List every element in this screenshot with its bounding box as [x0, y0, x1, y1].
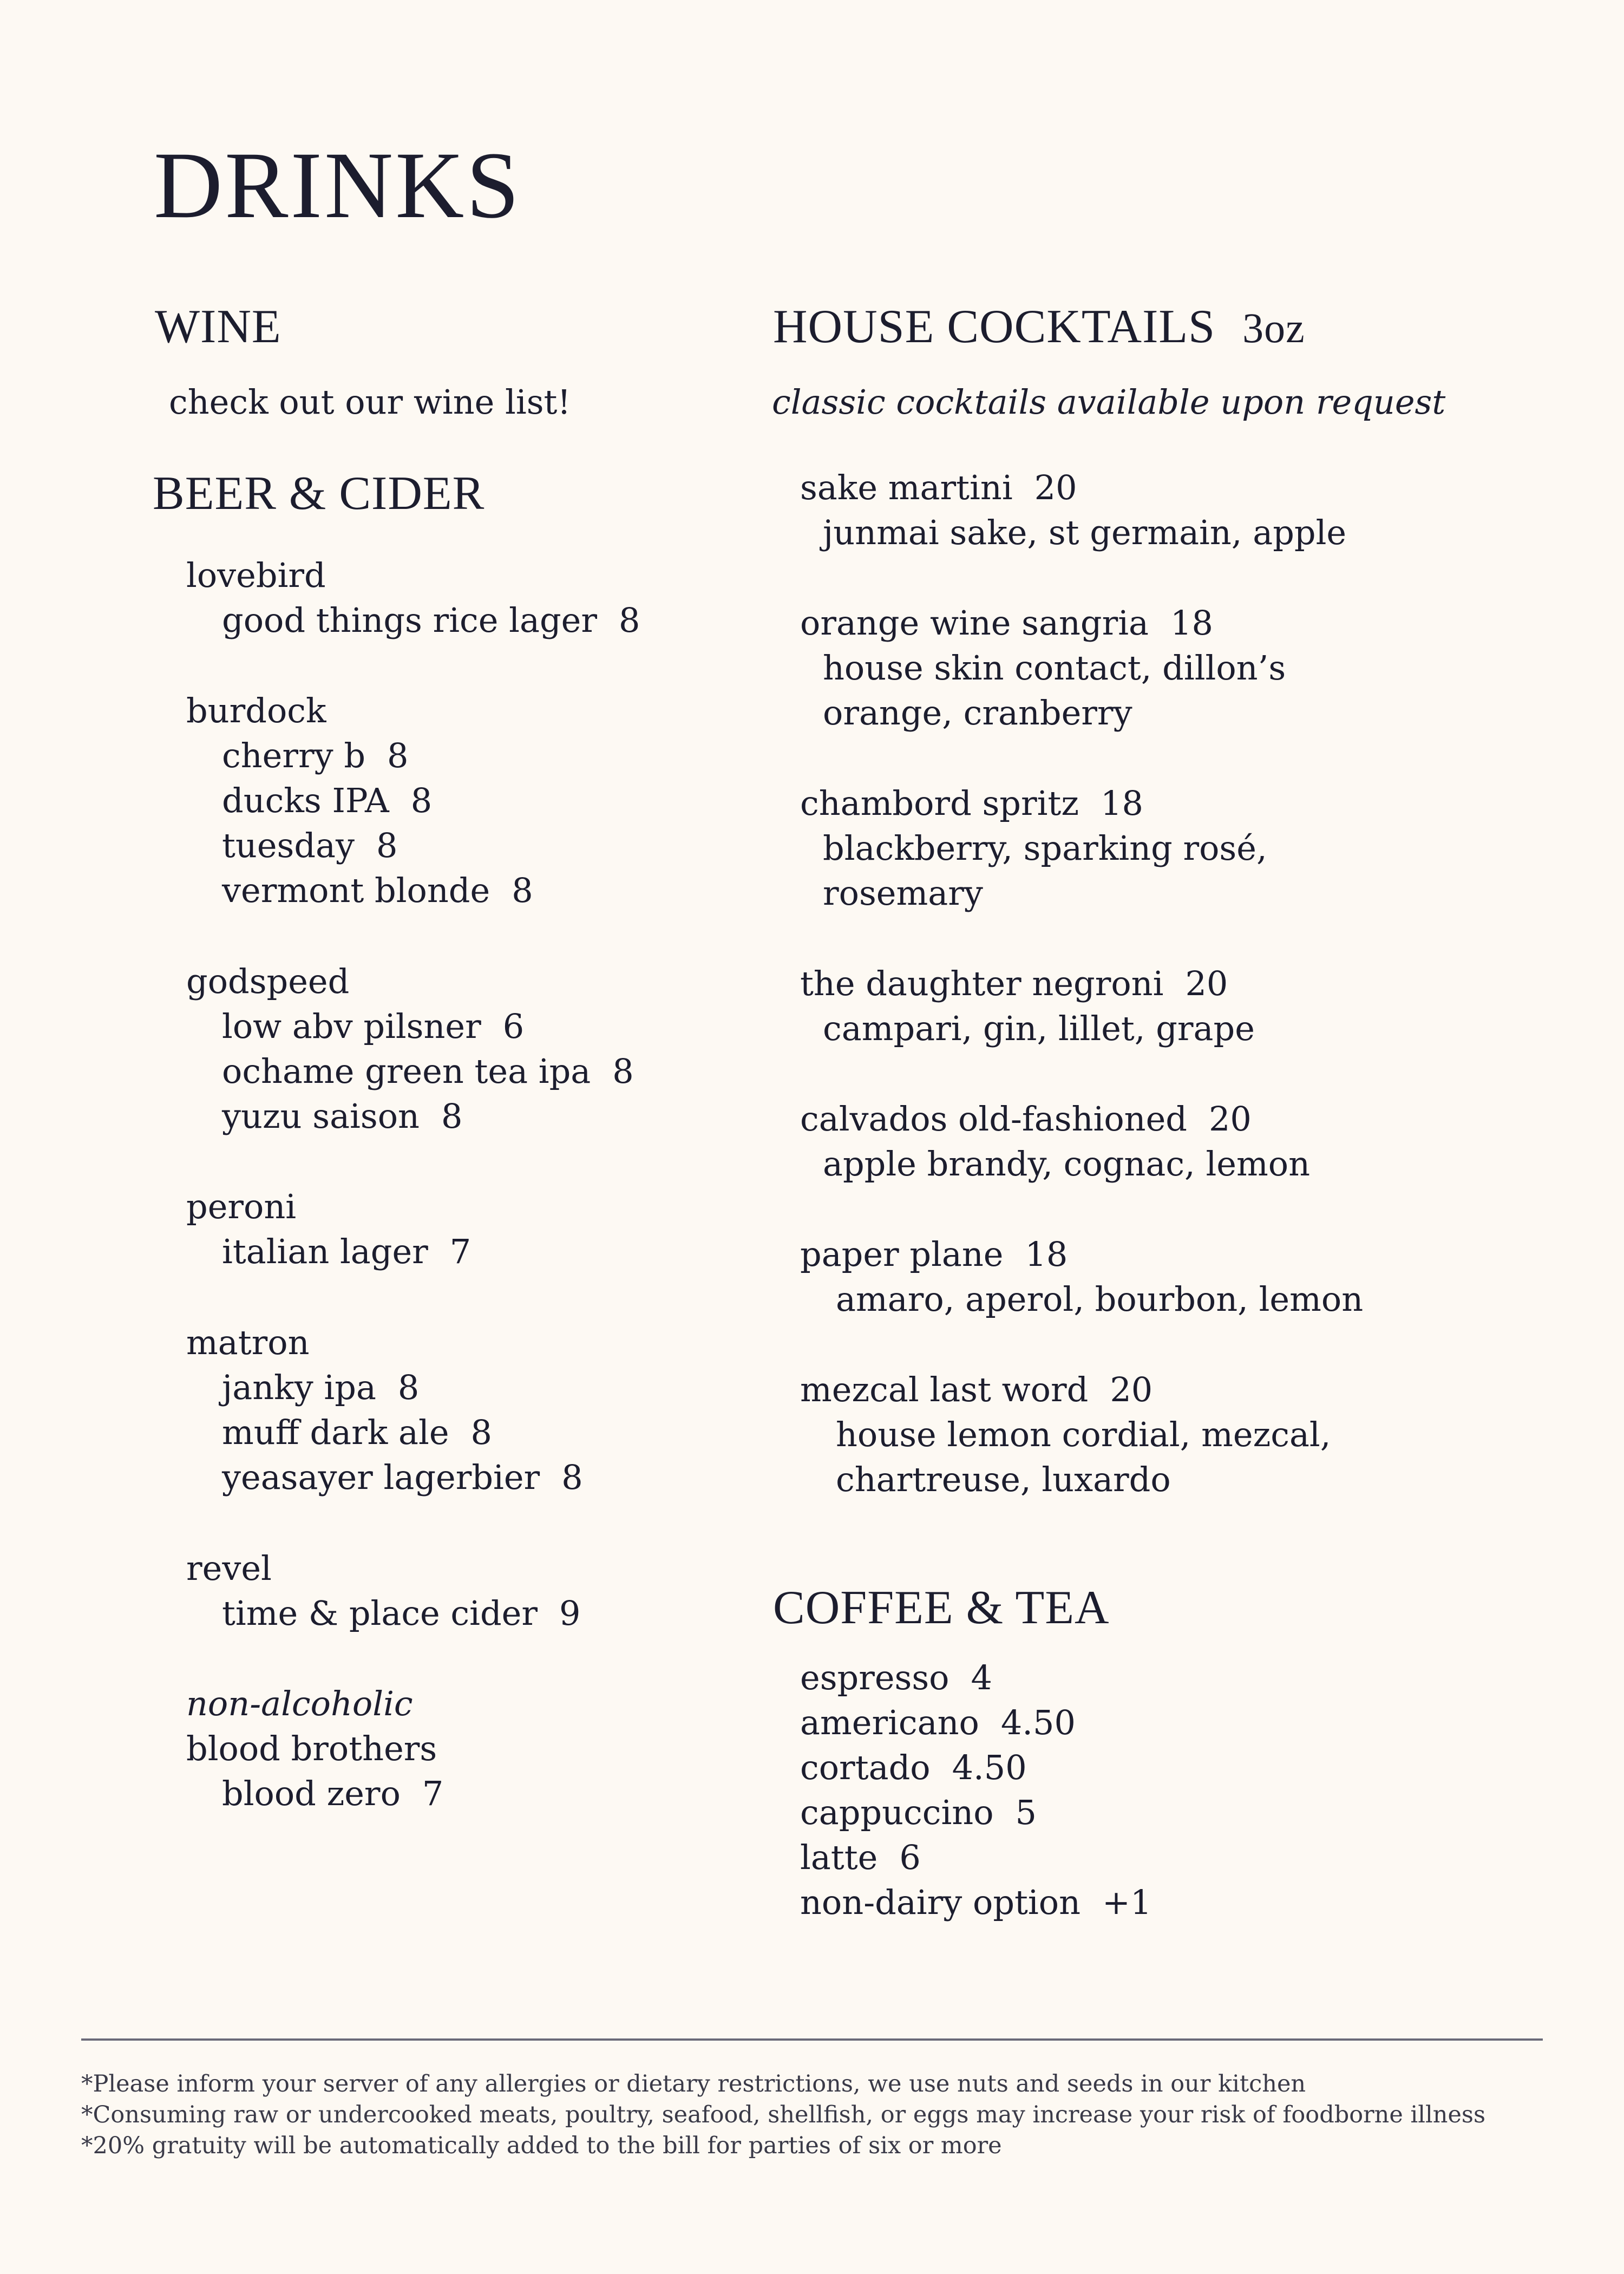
brewery-blood-brothers: blood brothers [186, 1729, 437, 1768]
cocktail-item [800, 1234, 1068, 1274]
beer-item-name: yeasayer lagerbier [222, 1458, 540, 1497]
beer-item [222, 1007, 525, 1046]
beer-item [222, 1593, 581, 1633]
coffee-item [800, 1793, 1037, 1832]
cocktail-name: chambord spritz [800, 783, 1079, 823]
house-cocktails-title: HOUSE COCKTAILS [773, 300, 1216, 353]
cocktail-name: paper plane [800, 1234, 1004, 1274]
brewery-matron: matron [186, 1323, 310, 1362]
beer-item [222, 1413, 492, 1452]
beer-item-name: ducks IPA [222, 781, 389, 820]
coffee-tea-heading: COFFEE & TEA [773, 1582, 1110, 1634]
cocktail-price: 18 [1025, 1234, 1068, 1274]
beer-item-price: 8 [618, 600, 640, 640]
beer-item-name: tuesday [222, 826, 355, 865]
beer-item-name: blood zero [222, 1774, 401, 1813]
beer-item-name: yuzu saison [222, 1096, 420, 1136]
beer-item-name: janky ipa [222, 1368, 376, 1407]
beer-item-price: 8 [376, 826, 398, 865]
beer-item [222, 871, 533, 910]
coffee-item [800, 1658, 992, 1697]
coffee-item [800, 1748, 1027, 1787]
beer-item [222, 1051, 634, 1091]
coffee-item-price: 5 [1015, 1793, 1037, 1832]
cocktail-item [800, 1099, 1252, 1139]
cocktails-note: classic cocktails available upon request [772, 382, 1446, 422]
cocktail-name: orange wine sangria [800, 603, 1149, 643]
beer-item [222, 1096, 463, 1136]
cocktail-description: chartreuse, luxardo [836, 1460, 1171, 1499]
cocktail-description: rosemary [823, 873, 983, 913]
cocktail-item [800, 783, 1143, 823]
cocktail-price: 18 [1170, 603, 1213, 643]
cocktail-description: house skin contact, dillon’s [823, 648, 1286, 688]
beer-item-name: vermont blonde [222, 871, 490, 910]
cocktail-item [800, 964, 1228, 1003]
beer-item [222, 1774, 444, 1813]
beer-item-price: 8 [410, 781, 433, 820]
cocktail-description: junmai sake, st germain, apple [823, 513, 1347, 552]
cocktail-name: calvados old-fashioned [800, 1099, 1187, 1139]
footnote-gratuity: *20% gratuity will be automatically added to the bill for parties of six or more [81, 2132, 1002, 2159]
coffee-item-name: non-dairy option [800, 1883, 1081, 1922]
wine-note: check out our wine list! [169, 382, 571, 422]
cocktail-description: apple brandy, cognac, lemon [823, 1144, 1311, 1184]
cocktail-price: 20 [1110, 1370, 1153, 1409]
cocktail-price: 20 [1208, 1099, 1252, 1139]
beer-item-price: 6 [502, 1007, 525, 1046]
cocktail-description: house lemon cordial, mezcal, [836, 1415, 1331, 1454]
beer-item-price: 8 [397, 1368, 420, 1407]
beer-item-name: good things rice lager [222, 600, 597, 640]
beer-item [222, 1458, 583, 1497]
footnote-raw-food: *Consuming raw or undercooked meats, poultry, seafood, shellfish, or eggs may increase your risk of foodborne illness [81, 2101, 1486, 2128]
beer-item-price: 8 [387, 736, 409, 775]
beer-item-price: 9 [559, 1593, 581, 1633]
beer-item-price: 7 [422, 1774, 444, 1813]
beer-item-price: 8 [470, 1413, 492, 1452]
beer-item-name: low abv pilsner [222, 1007, 481, 1046]
brewery-godspeed: godspeed [186, 962, 350, 1001]
beer-item [222, 826, 398, 865]
footer-divider [81, 2038, 1543, 2041]
beer-cider-heading: BEER & CIDER [153, 467, 485, 520]
footnote-allergies: *Please inform your server of any allergies or dietary restrictions, we use nuts and seeds in our kitchen [81, 2070, 1306, 2097]
cocktail-item [800, 468, 1077, 507]
coffee-item-price: 4.50 [1000, 1703, 1076, 1742]
coffee-item-price: 4 [971, 1658, 992, 1697]
beer-item-price: 8 [561, 1458, 583, 1497]
beer-item-price: 8 [441, 1096, 463, 1136]
cocktail-description: campari, gin, lillet, grape [823, 1009, 1255, 1048]
cocktail-price: 18 [1101, 783, 1143, 823]
coffee-item [800, 1703, 1076, 1742]
house-cocktails-heading [773, 300, 1305, 353]
non-alcoholic-label: non-alcoholic [186, 1684, 413, 1723]
cocktail-description: blackberry, sparking rosé, [823, 828, 1267, 868]
brewery-burdock: burdock [186, 691, 326, 730]
cocktail-name: the daughter negroni [800, 964, 1164, 1003]
coffee-item-name: espresso [800, 1658, 949, 1697]
beer-item-price: 7 [449, 1232, 472, 1271]
beer-item-name: ochame green tea ipa [222, 1051, 591, 1091]
cocktail-item [800, 603, 1213, 643]
brewery-revel: revel [186, 1548, 272, 1588]
coffee-item-name: cortado [800, 1748, 931, 1787]
wine-heading: WINE [155, 300, 281, 353]
beer-item [222, 600, 640, 640]
coffee-item-price: 6 [899, 1838, 921, 1877]
beer-item-price: 8 [512, 871, 533, 910]
coffee-item-price: +1 [1102, 1883, 1152, 1922]
coffee-item-name: latte [800, 1838, 878, 1877]
cocktail-size: 3oz [1242, 304, 1305, 351]
cocktail-name: mezcal last word [800, 1370, 1089, 1409]
cocktail-price: 20 [1034, 468, 1077, 507]
page-title: DRINKS [154, 133, 522, 238]
beer-item [222, 781, 433, 820]
cocktail-description: amaro, aperol, bourbon, lemon [836, 1279, 1364, 1319]
coffee-item-price: 4.50 [952, 1748, 1027, 1787]
coffee-item-name: cappuccino [800, 1793, 994, 1832]
beer-item [222, 1232, 472, 1271]
cocktail-price: 20 [1185, 964, 1228, 1003]
coffee-item [800, 1838, 921, 1877]
beer-item [222, 1368, 420, 1407]
beer-item-price: 8 [612, 1051, 634, 1091]
cocktail-item [800, 1370, 1153, 1409]
beer-item-name: cherry b [222, 736, 366, 775]
beer-item-name: time & place cider [222, 1593, 538, 1633]
coffee-item [800, 1883, 1152, 1922]
brewery-lovebird: lovebird [186, 556, 326, 595]
beer-item-name: italian lager [222, 1232, 428, 1271]
coffee-item-name: americano [800, 1703, 979, 1742]
brewery-peroni: peroni [186, 1187, 297, 1226]
cocktail-name: sake martini [800, 468, 1013, 507]
beer-item-name: muff dark ale [222, 1413, 449, 1452]
cocktail-description: orange, cranberry [823, 693, 1132, 733]
beer-item [222, 736, 409, 775]
